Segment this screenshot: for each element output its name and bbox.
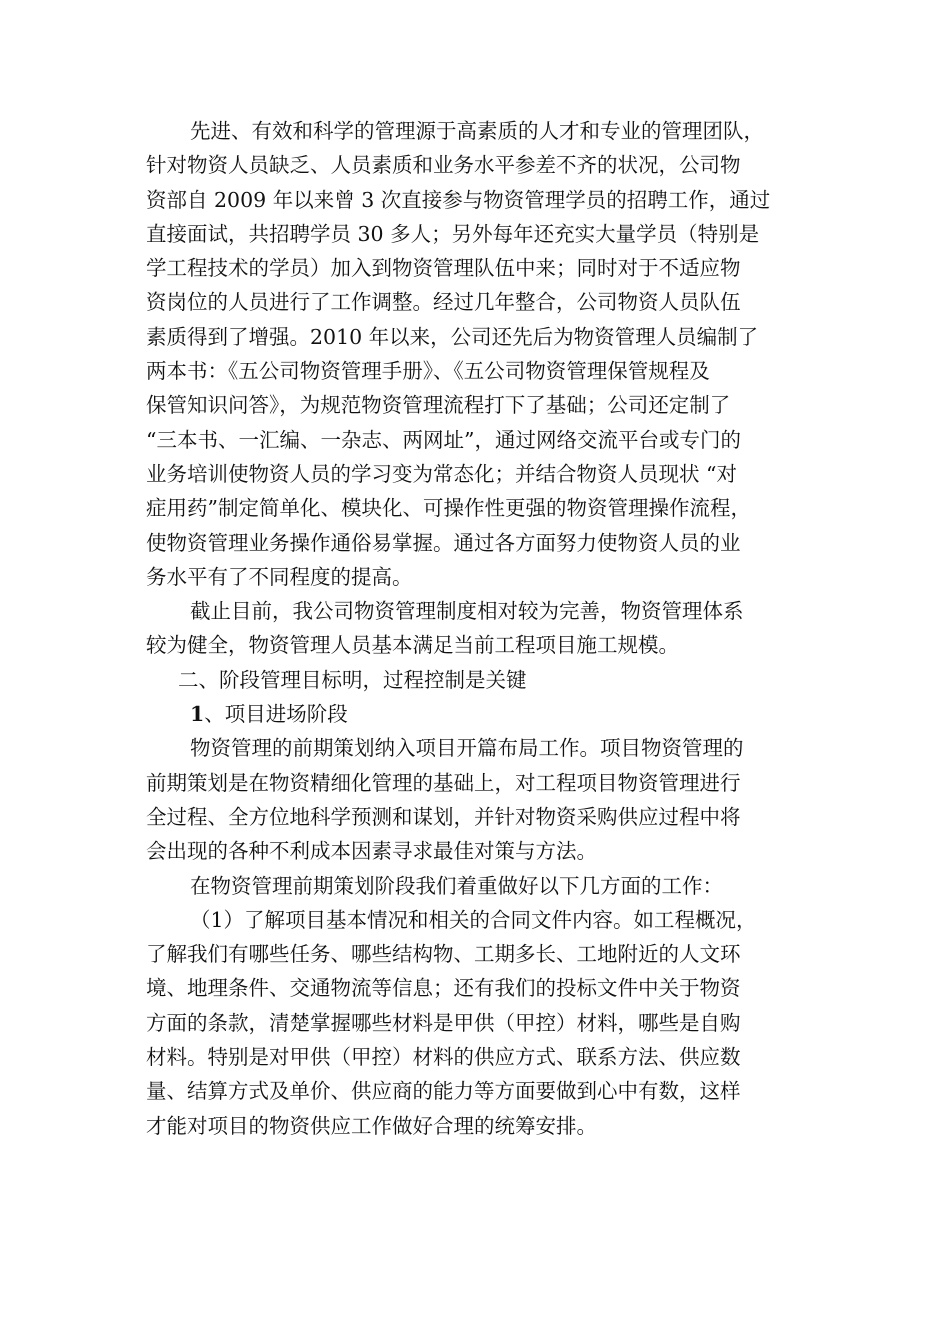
paragraph-line: 学工程技术的学员）加入到物资管理队伍中来；同时对于不适应物 <box>146 256 741 281</box>
paragraph-line: 使物资管理业务操作通俗易掌握。通过各方面努力使物资人员的业 <box>146 530 741 555</box>
paragraph-line: 针对物资人员缺乏、人员素质和业务水平参差不齐的状况，公司物 <box>146 153 741 178</box>
paragraph-line: 直接面试，共招聘学员 30 多人；另外每年还充实大量学员（特别是 <box>146 221 760 246</box>
paragraph-line: （1）了解项目基本情况和相关的合同文件内容。如工程概况， <box>190 907 757 932</box>
paragraph-line: 才能对项目的物资供应工作做好合理的统筹安排。 <box>146 1113 597 1138</box>
paragraph-line: 量、结算方式及单价、供应商的能力等方面要做到心中有数，这样 <box>146 1079 741 1104</box>
subsection-number: 1 <box>190 702 205 727</box>
paragraph-line: 两本书：《五公司物资管理手册》、《五公司物资管理保管规程及 <box>146 359 710 384</box>
paragraph-line: 较为健全，物资管理人员基本满足当前工程项目施工规模。 <box>146 633 679 658</box>
paragraph-line: 症用药”制定简单化、模块化、可操作性更强的物资管理操作流程， <box>146 496 751 521</box>
paragraph-line: 资部自 2009 年以来曾 3 次直接参与物资管理学员的招聘工作，通过 <box>146 187 771 212</box>
paragraph-line: 物资管理的前期策划纳入项目开篇布局工作。项目物资管理的 <box>190 736 744 761</box>
paragraph-line: 素质得到了增强。2010 年以来，公司还先后为物资管理人员编制了 <box>146 324 759 349</box>
paragraph-line: “三本书、一汇编、一杂志、两网址”，通过网络交流平台或专门的 <box>146 427 741 452</box>
paragraph-line: 业务培训使物资人员的学习变为常态化；并结合物资人员现状 “对 <box>146 461 737 486</box>
paragraph-line: 保管知识问答》，为规范物资管理流程打下了基础；公司还定制了 <box>146 393 731 418</box>
subsection-title: 、项目进场阶段 <box>204 702 348 727</box>
paragraph-line: 境、地理条件、交通物流等信息；还有我们的投标文件中关于物资 <box>146 976 741 1001</box>
paragraph-line: 截止目前，我公司物资管理制度相对较为完善，物资管理体系 <box>190 599 744 624</box>
paragraph-line: 前期策划是在物资精细化管理的基础上，对工程项目物资管理进行 <box>146 770 741 795</box>
paragraph-line: 了解我们有哪些任务、哪些结构物、工期多长、工地附近的人文环 <box>146 942 741 967</box>
paragraph-line: 先进、有效和科学的管理源于高素质的人才和专业的管理团队， <box>190 119 764 143</box>
subsection-heading <box>146 697 806 731</box>
paragraph-line: 资岗位的人员进行了工作调整。经过几年整合，公司物资人员队伍 <box>146 290 741 315</box>
paragraph-line: 方面的条款，清楚掌握哪些材料是甲供（甲控）材料，哪些是自购 <box>146 1010 741 1035</box>
paragraph-line: 务水平有了不同程度的提高。 <box>146 564 413 589</box>
document-body <box>146 114 806 1143</box>
paragraph-line: 会出现的各种不利成本因素寻求最佳对策与方法。 <box>146 839 597 864</box>
paragraph-line: 在物资管理前期策划阶段我们着重做好以下几方面的工作： <box>190 873 723 898</box>
paragraph-line: 材料。特别是对甲供（甲控）材料的供应方式、联系方法、供应数 <box>146 1045 741 1070</box>
paragraph-line: 全过程、全方位地科学预测和谋划，并针对物资采购供应过程中将 <box>146 804 741 829</box>
section-heading: 二、阶段管理目标明，过程控制是关键 <box>178 667 527 692</box>
